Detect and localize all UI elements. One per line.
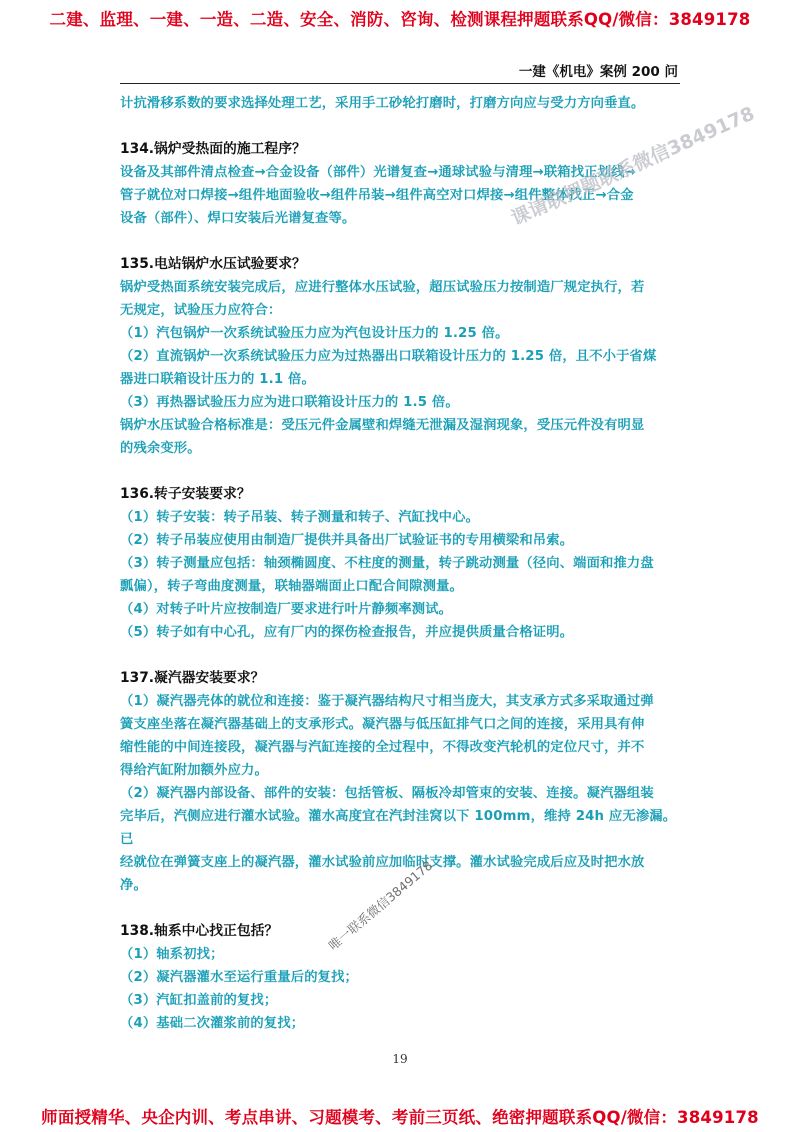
- page-header-title: 一建《机电》案例 200 问: [518, 64, 678, 80]
- answer-line: （1）转子安装：转子吊装、转子测量和转子、汽缸找中心。: [120, 510, 480, 525]
- answer-line: 设备（部件）、焊口安装后光谱复查等。: [120, 211, 356, 226]
- section-134: [120, 138, 680, 230]
- question-title: 137.凝汽器安装要求？: [120, 670, 265, 686]
- answer-line: （2）凝汽器灌水至运行重量后的复找；: [120, 970, 358, 985]
- question-title: 135.电站锅炉水压试验要求？: [120, 256, 306, 272]
- section-136: [120, 483, 680, 644]
- section-135: [120, 253, 680, 460]
- answer-line: 的残余变形。: [120, 441, 201, 456]
- answer-line: （3）转子测量应包括：轴颈椭圆度、不柱度的测量，转子跳动测量（径向、端面和推力盘: [120, 556, 654, 571]
- top-promo-banner: 二建、监理、一建、一造、二造、安全、消防、咨询、检测课程押题联系QQ/微信：3849178: [49, 10, 751, 29]
- answer-line: （1）凝汽器壳体的就位和连接：鉴于凝汽器结构尺寸相当庞大，其支承方式多采取通过弹: [120, 694, 654, 709]
- answer-line: 缩性能的中间连接段，凝汽器与汽缸连接的全过程中，不得改变汽轮机的定位尺寸，并不: [120, 740, 645, 755]
- section-138: [120, 920, 680, 1035]
- answer-line: （2）凝汽器内部设备、部件的安装：包括管板、隔板冷却管束的安装、连接。凝汽器组装: [120, 786, 654, 801]
- header-divider: [120, 83, 680, 84]
- answer-line: （2）转子吊装应使用由制造厂提供并具备出厂试验证书的专用横梁和吊索。: [120, 533, 574, 548]
- question-title: 134.锅炉受热面的施工程序？: [120, 141, 306, 157]
- answer-line: 锅炉受热面系统安装完成后，应进行整体水压试验，超压试验压力按制造厂规定执行，若: [120, 280, 645, 295]
- answer-line: （3）再热器试验压力应为进口联箱设计压力的 1.5 倍。: [120, 395, 459, 410]
- answer-line: （4）对转子叶片应按制造厂要求进行叶片静频率测试。: [120, 602, 453, 617]
- document-body: [120, 92, 680, 1035]
- answer-line: 锅炉水压试验合格标准是：受压元件金属壁和焊缝无泄漏及湿润现象，受压元件没有明显: [120, 418, 645, 433]
- watermark-bottom: 唯一联系微信3849178: [325, 857, 436, 954]
- answer-line: 簧支座坐落在凝汽器基础上的支承形式。凝汽器与低压缸排气口之间的连接，采用具有伸: [120, 717, 645, 732]
- answer-line: 无规定，试验压力应符合：: [120, 303, 282, 318]
- question-title: 136.转子安装要求？: [120, 486, 251, 502]
- watermark-top: 课请联押题联系微信3849178: [508, 102, 758, 230]
- answer-line: 得给汽缸附加额外应力。: [120, 763, 268, 778]
- answer-line: 瓢偏），转子弯曲度测量，联轴器端面止口配合间隙测量。: [120, 579, 463, 594]
- answer-line: （5）转子如有中心孔，应有厂内的探伤检查报告，并应提供质量合格证明。: [120, 625, 574, 640]
- answer-line: 净。: [120, 878, 147, 893]
- answer-line: （4）基础二次灌浆前的复找；: [120, 1016, 305, 1031]
- answer-line: （3）汽缸扣盖前的复找；: [120, 993, 278, 1008]
- answer-line: 器进口联箱设计压力的 1.1 倍。: [120, 372, 315, 387]
- answer-line: 完毕后，汽侧应进行灌水试验。灌水高度宜在汽封洼窝以下 100mm，维持 24h 应无渗漏。已: [120, 809, 677, 847]
- bottom-promo-banner: 师面授精华、央企内训、考点串讲、习题模考、考前三页纸、绝密押题联系QQ/微信：3849178: [41, 1108, 759, 1127]
- answer-line: （1）轴系初找；: [120, 947, 224, 962]
- answer-line: （1）汽包锅炉一次系统试验压力应为汽包设计压力的 1.25 倍。: [120, 326, 509, 341]
- answer-line: 设备及其部件清点检查→合金设备（部件）光谱复查→通球试验与清理→联箱找正划线→: [120, 165, 636, 180]
- answer-line: 管子就位对口焊接→组件地面验收→组件吊装→组件高空对口焊接→组件整体找正→合金: [120, 188, 634, 203]
- answer-line: （2）直流锅炉一次系统试验压力应为过热器出口联箱设计压力的 1.25 倍，且不小于省煤: [120, 349, 657, 364]
- intro-paragraph: 计抗滑移系数的要求选择处理工艺，采用手工砂轮打磨时，打磨方向应与受力方向垂直。: [120, 96, 645, 111]
- section-137: [120, 667, 680, 897]
- question-title: 138.轴系中心找正包括？: [120, 923, 279, 939]
- answer-line: 经就位在弹簧支座上的凝汽器，灌水试验前应加临时支撑。灌水试验完成后应及时把水放: [120, 855, 645, 870]
- page-number: 19: [392, 1052, 408, 1066]
